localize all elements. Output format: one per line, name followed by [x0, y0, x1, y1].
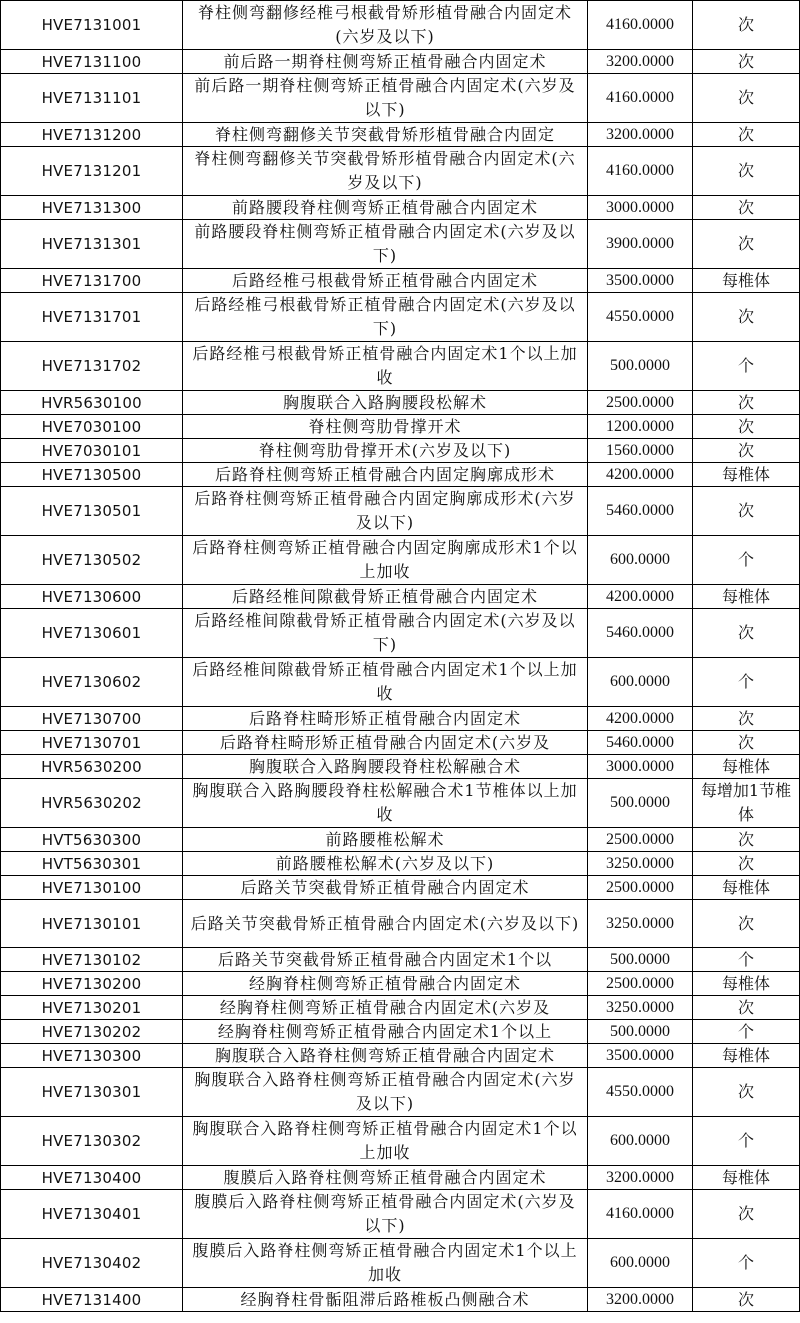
item-price-cell: 4160.0000	[588, 1190, 693, 1239]
item-name-cell: 后路关节突截骨矫正植骨融合内固定术1个以	[183, 948, 588, 972]
item-price-cell: 3250.0000	[588, 996, 693, 1020]
table-row	[1, 948, 800, 972]
item-code-cell: HVE7130102	[1, 948, 183, 972]
table-row	[1, 1166, 800, 1190]
item-unit-cell: 个	[693, 1117, 800, 1166]
item-code-cell: HVE7130402	[1, 1239, 183, 1288]
table-row	[1, 609, 800, 658]
item-unit-cell: 次	[693, 293, 800, 342]
item-price-cell: 5460.0000	[588, 731, 693, 755]
item-name-cell: 胸腹联合入路胸腰段松解术	[183, 391, 588, 415]
item-code-cell: HVE7130502	[1, 536, 183, 585]
table-row	[1, 439, 800, 463]
item-name-cell: 腹膜后入路脊柱侧弯矫正植骨融合内固定术	[183, 1166, 588, 1190]
item-price-cell: 600.0000	[588, 1239, 693, 1288]
item-code-cell: HVE7131300	[1, 196, 183, 220]
item-price-cell: 600.0000	[588, 536, 693, 585]
item-price-cell: 4160.0000	[588, 147, 693, 196]
item-unit-cell: 个	[693, 536, 800, 585]
table-row	[1, 852, 800, 876]
item-unit-cell: 次	[693, 1, 800, 50]
item-name-cell: 后路经椎间隙截骨矫正植骨融合内固定术	[183, 585, 588, 609]
item-unit-cell: 次	[693, 196, 800, 220]
item-name-cell: 胸腹联合入路脊柱侧弯矫正植骨融合内固定术1个以上加收	[183, 1117, 588, 1166]
item-unit-cell: 个	[693, 658, 800, 707]
item-code-cell: HVE7130700	[1, 707, 183, 731]
item-name-cell: 经胸脊柱骨骺阻滞后路椎板凸侧融合术	[183, 1288, 588, 1312]
item-code-cell: HVE7130302	[1, 1117, 183, 1166]
item-unit-cell: 每椎体	[693, 269, 800, 293]
item-name-cell: 后路脊柱畸形矫正植骨融合内固定术	[183, 707, 588, 731]
item-name-cell: 前后路一期脊柱侧弯矫正植骨融合内固定术	[183, 50, 588, 74]
item-name-cell: 脊柱侧弯翻修关节突截骨矫形植骨融合内固定术(六岁及以下)	[183, 147, 588, 196]
item-code-cell: HVE7030101	[1, 439, 183, 463]
table-row	[1, 1117, 800, 1166]
item-name-cell: 脊柱侧弯肋骨撑开术	[183, 415, 588, 439]
item-code-cell: HVE7131201	[1, 147, 183, 196]
item-name-cell: 胸腹联合入路脊柱侧弯矫正植骨融合内固定术(六岁及以下)	[183, 1068, 588, 1117]
table-row	[1, 731, 800, 755]
table-row	[1, 996, 800, 1020]
item-unit-cell: 每椎体	[693, 876, 800, 900]
item-unit-cell: 次	[693, 731, 800, 755]
item-unit-cell: 次	[693, 609, 800, 658]
item-price-cell: 3200.0000	[588, 1288, 693, 1312]
item-unit-cell: 每椎体	[693, 755, 800, 779]
item-name-cell: 腹膜后入路脊柱侧弯矫正植骨融合内固定术(六岁及以下)	[183, 1190, 588, 1239]
item-unit-cell: 次	[693, 147, 800, 196]
item-unit-cell: 次	[693, 1190, 800, 1239]
fee-schedule-rows	[1, 1, 800, 1312]
item-price-cell: 3900.0000	[588, 220, 693, 269]
item-code-cell: HVE7130600	[1, 585, 183, 609]
table-row	[1, 1, 800, 50]
item-code-cell: HVE7130401	[1, 1190, 183, 1239]
item-unit-cell: 每椎体	[693, 463, 800, 487]
item-code-cell: HVR5630100	[1, 391, 183, 415]
item-price-cell: 3250.0000	[588, 852, 693, 876]
table-row	[1, 755, 800, 779]
item-unit-cell: 次	[693, 900, 800, 948]
item-code-cell: HVE7130301	[1, 1068, 183, 1117]
item-code-cell: HVE7131700	[1, 269, 183, 293]
item-name-cell: 脊柱侧弯翻修经椎弓根截骨矫形植骨融合内固定术(六岁及以下)	[183, 1, 588, 50]
table-row	[1, 876, 800, 900]
item-code-cell: HVE7131301	[1, 220, 183, 269]
table-row	[1, 1020, 800, 1044]
item-name-cell: 前路腰椎松解术	[183, 828, 588, 852]
item-unit-cell: 个	[693, 1020, 800, 1044]
item-unit-cell: 次	[693, 1288, 800, 1312]
item-price-cell: 2500.0000	[588, 391, 693, 415]
item-price-cell: 1560.0000	[588, 439, 693, 463]
table-row	[1, 658, 800, 707]
table-row	[1, 342, 800, 391]
item-code-cell: HVT5630300	[1, 828, 183, 852]
item-code-cell: HVE7130100	[1, 876, 183, 900]
item-name-cell: 后路关节突截骨矫正植骨融合内固定术	[183, 876, 588, 900]
item-code-cell: HVE7130400	[1, 1166, 183, 1190]
item-price-cell: 500.0000	[588, 779, 693, 828]
item-unit-cell: 次	[693, 123, 800, 147]
item-price-cell: 3200.0000	[588, 50, 693, 74]
table-row	[1, 585, 800, 609]
table-row	[1, 220, 800, 269]
item-unit-cell: 次	[693, 852, 800, 876]
item-price-cell: 5460.0000	[588, 487, 693, 536]
item-name-cell: 脊柱侧弯翻修关节突截骨矫形植骨融合内固定	[183, 123, 588, 147]
item-name-cell: 胸腹联合入路胸腰段脊柱松解融合术	[183, 755, 588, 779]
item-code-cell: HVE7131101	[1, 74, 183, 123]
table-row	[1, 269, 800, 293]
item-price-cell: 600.0000	[588, 658, 693, 707]
item-code-cell: HVE7131001	[1, 1, 183, 50]
item-unit-cell: 每椎体	[693, 1166, 800, 1190]
table-row	[1, 74, 800, 123]
item-name-cell: 前后路一期脊柱侧弯矫正植骨融合内固定术(六岁及以下)	[183, 74, 588, 123]
item-code-cell: HVE7130602	[1, 658, 183, 707]
item-code-cell: HVE7131702	[1, 342, 183, 391]
table-row	[1, 123, 800, 147]
item-price-cell: 4200.0000	[588, 585, 693, 609]
item-name-cell: 后路脊柱侧弯矫正植骨融合内固定胸廓成形术	[183, 463, 588, 487]
item-unit-cell: 每椎体	[693, 585, 800, 609]
item-code-cell: HVE7130501	[1, 487, 183, 536]
item-unit-cell: 次	[693, 707, 800, 731]
item-unit-cell: 次	[693, 220, 800, 269]
item-unit-cell: 次	[693, 50, 800, 74]
table-row	[1, 1288, 800, 1312]
item-code-cell: HVR5630200	[1, 755, 183, 779]
item-unit-cell: 个	[693, 1239, 800, 1288]
table-row	[1, 415, 800, 439]
item-price-cell: 2500.0000	[588, 876, 693, 900]
item-price-cell: 2500.0000	[588, 972, 693, 996]
item-code-cell: HVE7130701	[1, 731, 183, 755]
item-code-cell: HVE7130300	[1, 1044, 183, 1068]
table-row	[1, 972, 800, 996]
table-row	[1, 1068, 800, 1117]
item-price-cell: 4200.0000	[588, 707, 693, 731]
item-unit-cell: 次	[693, 1068, 800, 1117]
item-code-cell: HVE7131701	[1, 293, 183, 342]
item-name-cell: 经胸脊柱侧弯矫正植骨融合内固定术	[183, 972, 588, 996]
item-unit-cell: 次	[693, 391, 800, 415]
item-price-cell: 4160.0000	[588, 1, 693, 50]
item-price-cell: 500.0000	[588, 342, 693, 391]
table-row	[1, 196, 800, 220]
item-code-cell: HVE7130202	[1, 1020, 183, 1044]
item-unit-cell: 次	[693, 74, 800, 123]
item-unit-cell: 次	[693, 415, 800, 439]
table-row	[1, 50, 800, 74]
item-name-cell: 经胸脊柱侧弯矫正植骨融合内固定术1个以上	[183, 1020, 588, 1044]
item-code-cell: HVE7131400	[1, 1288, 183, 1312]
item-price-cell: 500.0000	[588, 1020, 693, 1044]
item-unit-cell: 次	[693, 439, 800, 463]
item-name-cell: 前路腰椎松解术(六岁及以下)	[183, 852, 588, 876]
table-row	[1, 707, 800, 731]
item-name-cell: 后路经椎间隙截骨矫正植骨融合内固定术1个以上加收	[183, 658, 588, 707]
table-row	[1, 391, 800, 415]
item-name-cell: 脊柱侧弯肋骨撑开术(六岁及以下)	[183, 439, 588, 463]
item-name-cell: 后路经椎弓根截骨矫正植骨融合内固定术(六岁及以下)	[183, 293, 588, 342]
item-unit-cell: 每椎体	[693, 1044, 800, 1068]
item-unit-cell: 次	[693, 828, 800, 852]
table-row	[1, 147, 800, 196]
table-row	[1, 536, 800, 585]
item-name-cell: 经胸脊柱侧弯矫正植骨融合内固定术(六岁及	[183, 996, 588, 1020]
item-price-cell: 600.0000	[588, 1117, 693, 1166]
item-code-cell: HVT5630301	[1, 852, 183, 876]
item-name-cell: 胸腹联合入路脊柱侧弯矫正植骨融合内固定术	[183, 1044, 588, 1068]
item-price-cell: 3200.0000	[588, 123, 693, 147]
table-row	[1, 900, 800, 948]
item-price-cell: 3500.0000	[588, 269, 693, 293]
item-name-cell: 胸腹联合入路胸腰段脊柱松解融合术1节椎体以上加收	[183, 779, 588, 828]
item-name-cell: 腹膜后入路脊柱侧弯矫正植骨融合内固定术1个以上加收	[183, 1239, 588, 1288]
item-code-cell: HVE7131200	[1, 123, 183, 147]
item-code-cell: HVE7131100	[1, 50, 183, 74]
item-name-cell: 前路腰段脊柱侧弯矫正植骨融合内固定术(六岁及以下)	[183, 220, 588, 269]
item-code-cell: HVR5630202	[1, 779, 183, 828]
item-name-cell: 后路脊柱侧弯矫正植骨融合内固定胸廓成形术(六岁及以下)	[183, 487, 588, 536]
item-price-cell: 3000.0000	[588, 755, 693, 779]
item-price-cell: 5460.0000	[588, 609, 693, 658]
item-name-cell: 后路关节突截骨矫正植骨融合内固定术(六岁及以下)	[183, 900, 588, 948]
item-code-cell: HVE7130101	[1, 900, 183, 948]
item-price-cell: 3500.0000	[588, 1044, 693, 1068]
item-price-cell: 2500.0000	[588, 828, 693, 852]
table-row	[1, 463, 800, 487]
item-name-cell: 后路脊柱畸形矫正植骨融合内固定术(六岁及	[183, 731, 588, 755]
item-unit-cell: 次	[693, 996, 800, 1020]
table-row	[1, 293, 800, 342]
item-price-cell: 3250.0000	[588, 900, 693, 948]
item-code-cell: HVE7030100	[1, 415, 183, 439]
item-code-cell: HVE7130201	[1, 996, 183, 1020]
item-price-cell: 4160.0000	[588, 74, 693, 123]
item-name-cell: 后路经椎弓根截骨矫正植骨融合内固定术1个以上加收	[183, 342, 588, 391]
item-unit-cell: 每椎体	[693, 972, 800, 996]
item-code-cell: HVE7130500	[1, 463, 183, 487]
item-name-cell: 后路经椎间隙截骨矫正植骨融合内固定术(六岁及以下)	[183, 609, 588, 658]
item-unit-cell: 次	[693, 487, 800, 536]
item-price-cell: 1200.0000	[588, 415, 693, 439]
item-price-cell: 4550.0000	[588, 1068, 693, 1117]
item-code-cell: HVE7130601	[1, 609, 183, 658]
table-row	[1, 828, 800, 852]
item-price-cell: 4550.0000	[588, 293, 693, 342]
item-unit-cell: 个	[693, 948, 800, 972]
item-name-cell: 后路经椎弓根截骨矫正植骨融合内固定术	[183, 269, 588, 293]
table-row	[1, 1190, 800, 1239]
item-name-cell: 后路脊柱侧弯矫正植骨融合内固定胸廓成形术1个以上加收	[183, 536, 588, 585]
item-price-cell: 3200.0000	[588, 1166, 693, 1190]
item-price-cell: 3000.0000	[588, 196, 693, 220]
item-name-cell: 前路腰段脊柱侧弯矫正植骨融合内固定术	[183, 196, 588, 220]
item-price-cell: 4200.0000	[588, 463, 693, 487]
table-row	[1, 1239, 800, 1288]
item-unit-cell: 个	[693, 342, 800, 391]
item-unit-cell: 每增加1节椎体	[693, 779, 800, 828]
table-row	[1, 1044, 800, 1068]
item-code-cell: HVE7130200	[1, 972, 183, 996]
table-row	[1, 779, 800, 828]
item-price-cell: 500.0000	[588, 948, 693, 972]
table-row	[1, 487, 800, 536]
